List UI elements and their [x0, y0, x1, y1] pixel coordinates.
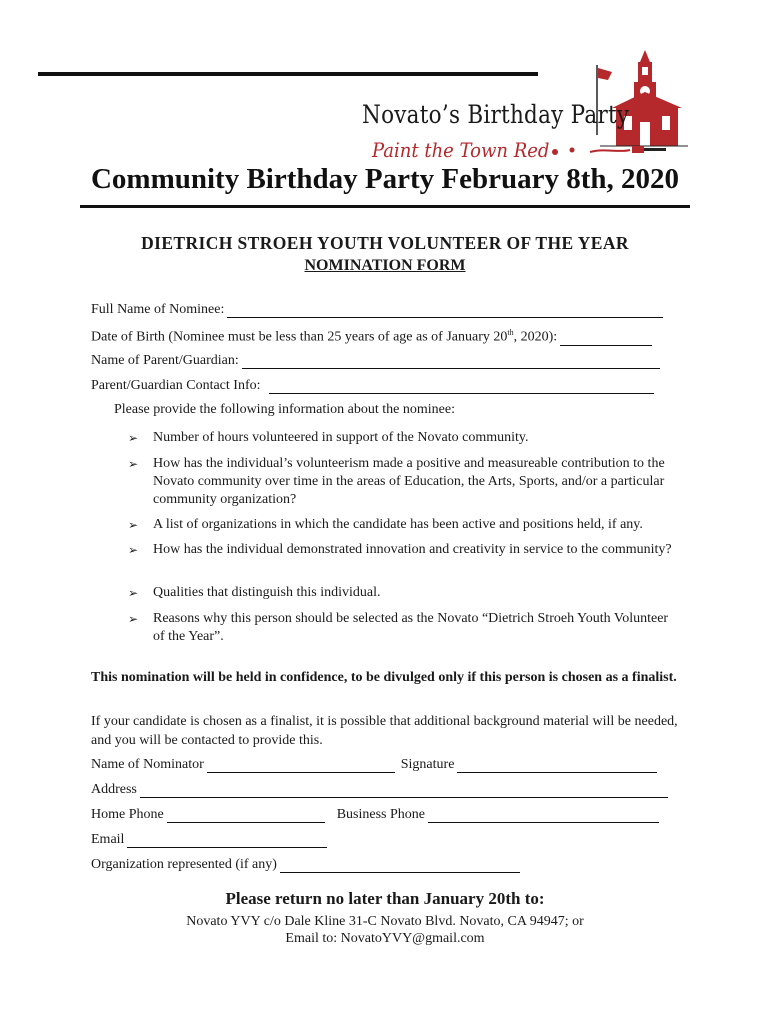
list-item: ➢ Number of hours volunteered in support of the Novato community. — [128, 430, 529, 445]
email-input[interactable] — [127, 835, 327, 848]
headline-rule — [80, 205, 690, 208]
nominee-name-field — [91, 302, 663, 318]
logo-tagline: Paint the Town Red — [372, 138, 550, 162]
arrow-bullet-icon: ➢ — [128, 543, 139, 557]
parent-contact-field — [91, 378, 654, 394]
arrow-bullet-icon: ➢ — [128, 431, 139, 445]
dob-field — [91, 328, 652, 346]
home-phone-label: Home Phone — [91, 807, 164, 822]
organization-label: Organization represented (if any) — [91, 857, 277, 872]
list-item: ➢ Reasons why this person should be selected as the Novato “Dietrich Stroeh Youth Volunteer of the Year”. — [128, 611, 669, 644]
arrow-bullet-icon: ➢ — [128, 457, 139, 471]
nominator-name-label: Name of Nominator — [91, 757, 204, 772]
event-logo — [350, 40, 695, 170]
address-input[interactable] — [140, 785, 668, 798]
parent-contact-label: Parent/Guardian Contact Info: — [91, 378, 261, 393]
parent-contact-input[interactable] — [269, 381, 654, 394]
dob-label: Date of Birth (Nominee must be less than 25 years of age as of January 20th, 2020): — [91, 328, 558, 345]
award-title: DIETRICH STROEH YOUTH VOLUNTEER OF THE YEAR — [141, 233, 629, 253]
nominee-name-input[interactable] — [227, 305, 663, 318]
nominator-name-input[interactable] — [207, 760, 395, 773]
list-item: ➢ How has the individual demonstrated innovation and creativity in service to the community? — [128, 542, 672, 557]
arrow-bullet-icon: ➢ — [128, 586, 139, 600]
phone-field — [91, 807, 659, 823]
confidentiality-notice: This nomination will be held in confidence, to be divulged only if this person is chosen as a finalist. — [91, 670, 677, 685]
signature-label: Signature — [400, 757, 455, 772]
return-heading: Please return no later than January 20th to: — [225, 889, 545, 908]
parent-name-label: Name of Parent/Guardian: — [91, 353, 239, 368]
list-item: ➢ A list of organizations in which the candidate has been active and positions held, if any. — [128, 517, 643, 532]
business-phone-input[interactable] — [428, 810, 659, 823]
arrow-bullet-icon: ➢ — [128, 612, 139, 626]
return-address — [0, 913, 770, 947]
signature-input[interactable] — [457, 760, 657, 773]
list-item: ➢ Qualities that distinguish this individual. — [128, 585, 381, 600]
dob-input[interactable] — [560, 333, 652, 346]
organization-field — [91, 857, 520, 873]
nominee-name-label: Full Name of Nominee: — [91, 302, 225, 317]
nominator-name-field — [91, 757, 657, 773]
arrow-bullet-icon: ➢ — [128, 518, 139, 532]
email-label: Email — [91, 832, 125, 847]
organization-input[interactable] — [280, 860, 520, 873]
address-label: Address — [91, 782, 137, 797]
page-headline: Community Birthday Party February 8th, 2020 — [90, 163, 680, 195]
form-title: NOMINATION FORM — [304, 257, 466, 274]
home-phone-input[interactable] — [167, 810, 325, 823]
finalist-note: If your candidate is chosen as a finalist, it is possible that additional background material will be needed, and you will be contacted to provide this. — [91, 714, 678, 748]
return-email: Email to: NovatoYVY@gmail.com — [285, 931, 485, 946]
mail-address: Novato YVY c/o Dale Kline 31-C Novato Blvd. Novato, CA 94947; or — [186, 914, 584, 929]
parent-name-input[interactable] — [242, 356, 660, 369]
info-intro: Please provide the following information about the nominee: — [114, 402, 455, 417]
business-phone-label: Business Phone — [336, 807, 426, 822]
logo-title: Novato’s Birthday Party — [362, 100, 630, 129]
list-item: ➢ How has the individual’s volunteerism made a positive and measureable contribution to the Novato community over time in the areas of Education, the Arts, Sports, and/or a particular community organization? — [128, 456, 665, 507]
email-field — [91, 832, 327, 848]
parent-name-field — [91, 353, 660, 369]
address-field — [91, 782, 668, 798]
